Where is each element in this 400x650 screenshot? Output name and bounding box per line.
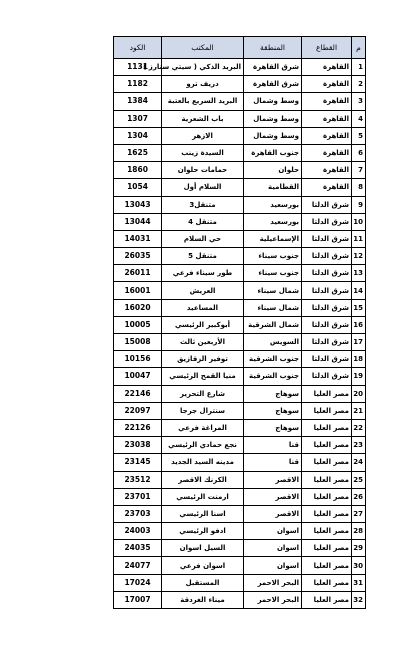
office-cell: اسنا الرئيسي bbox=[162, 505, 244, 522]
sector-cell: مصر العليا bbox=[302, 523, 352, 540]
sector-cell: مصر العليا bbox=[302, 385, 352, 402]
code-cell: 16001 bbox=[114, 282, 162, 299]
table-row bbox=[114, 488, 366, 505]
row-number: 30 bbox=[352, 557, 366, 574]
region-cell: اسوان bbox=[244, 540, 302, 557]
table-row bbox=[114, 59, 366, 76]
region-cell: بورسعيد bbox=[244, 213, 302, 230]
office-cell: مدينه السيد الجديد bbox=[162, 454, 244, 471]
code-cell: 14031 bbox=[114, 230, 162, 247]
table-row bbox=[114, 316, 366, 333]
office-cell: حمامات حلوان bbox=[162, 162, 244, 179]
row-number: 13 bbox=[352, 265, 366, 282]
table-row bbox=[114, 230, 366, 247]
table-row bbox=[114, 334, 366, 351]
office-cell: دريف ترو bbox=[162, 76, 244, 93]
region-cell: سوهاج bbox=[244, 402, 302, 419]
row-number: 22 bbox=[352, 419, 366, 436]
table-row bbox=[114, 179, 366, 196]
sector-cell: شرق الدلتا bbox=[302, 265, 352, 282]
code-cell: 26035 bbox=[114, 248, 162, 265]
code-cell: 17007 bbox=[114, 591, 162, 608]
row-number: 26 bbox=[352, 488, 366, 505]
region-cell: شمال سيناء bbox=[244, 282, 302, 299]
region-cell: بورسعيد bbox=[244, 196, 302, 213]
code-cell: 24077 bbox=[114, 557, 162, 574]
table-row bbox=[114, 454, 366, 471]
code-cell: 13043 bbox=[114, 196, 162, 213]
row-number: 31 bbox=[352, 574, 366, 591]
region-cell: شرق القاهرة bbox=[244, 76, 302, 93]
table-header-row bbox=[114, 37, 366, 59]
code-cell: 15008 bbox=[114, 334, 162, 351]
region-cell: البحر الاحمر bbox=[244, 574, 302, 591]
header-code: الكود bbox=[114, 37, 162, 59]
row-number: 1 bbox=[352, 59, 366, 76]
office-cell: العريش bbox=[162, 282, 244, 299]
region-cell: شرق القاهرة bbox=[244, 59, 302, 76]
office-cell: الازهر bbox=[162, 127, 244, 144]
office-cell: البريد السريع بالعتبة bbox=[162, 93, 244, 110]
table-row bbox=[114, 437, 366, 454]
header-region: المنطقة bbox=[244, 37, 302, 59]
table-row bbox=[114, 299, 366, 316]
table-row bbox=[114, 213, 366, 230]
sector-cell: مصر العليا bbox=[302, 591, 352, 608]
sector-cell: القاهرة bbox=[302, 76, 352, 93]
region-cell: الاقصر bbox=[244, 471, 302, 488]
region-cell: قنا bbox=[244, 437, 302, 454]
code-cell: 16020 bbox=[114, 299, 162, 316]
row-number: 8 bbox=[352, 179, 366, 196]
row-number: 11 bbox=[352, 230, 366, 247]
sector-cell: مصر العليا bbox=[302, 471, 352, 488]
table-row bbox=[114, 471, 366, 488]
header-office: المكتب bbox=[162, 37, 244, 59]
sector-cell: شرق الدلتا bbox=[302, 230, 352, 247]
region-cell: شمال سيناء bbox=[244, 299, 302, 316]
table-row bbox=[114, 110, 366, 127]
office-cell: سنترال جرجا bbox=[162, 402, 244, 419]
code-cell: 23512 bbox=[114, 471, 162, 488]
row-number: 3 bbox=[352, 93, 366, 110]
sector-cell: القاهرة bbox=[302, 59, 352, 76]
region-cell: سوهاج bbox=[244, 419, 302, 436]
office-cell: منيا القمح الرئيسي bbox=[162, 368, 244, 385]
code-cell: 17024 bbox=[114, 574, 162, 591]
sector-cell: مصر العليا bbox=[302, 505, 352, 522]
office-cell: البريد الذكي ( سيتي ستارز ) bbox=[162, 59, 244, 76]
table-row bbox=[114, 76, 366, 93]
row-number: 29 bbox=[352, 540, 366, 557]
table-row bbox=[114, 265, 366, 282]
sector-cell: شرق الدلتا bbox=[302, 248, 352, 265]
sector-cell: شرق الدلتا bbox=[302, 334, 352, 351]
sector-cell: القاهرة bbox=[302, 93, 352, 110]
region-cell: جنوب سيناء bbox=[244, 265, 302, 282]
region-cell: وسط وشمال bbox=[244, 93, 302, 110]
office-cell: السلام أول bbox=[162, 179, 244, 196]
region-cell: الاقصر bbox=[244, 488, 302, 505]
code-cell: 1054 bbox=[114, 179, 162, 196]
code-cell: 24035 bbox=[114, 540, 162, 557]
sector-cell: مصر العليا bbox=[302, 488, 352, 505]
office-cell: حي السلام bbox=[162, 230, 244, 247]
sector-cell: القاهرة bbox=[302, 110, 352, 127]
row-number: 16 bbox=[352, 316, 366, 333]
code-cell: 10156 bbox=[114, 351, 162, 368]
region-cell: جنوب الشرقية bbox=[244, 351, 302, 368]
office-cell: السيل اسوان bbox=[162, 540, 244, 557]
office-cell: متنقل3 bbox=[162, 196, 244, 213]
row-number: 28 bbox=[352, 523, 366, 540]
office-cell: الأربعين ثالث bbox=[162, 334, 244, 351]
sector-cell: شرق الدلتا bbox=[302, 196, 352, 213]
region-cell: وسط وشمال bbox=[244, 110, 302, 127]
sector-cell: القاهرة bbox=[302, 179, 352, 196]
office-cell: ادفو الرئيسي bbox=[162, 523, 244, 540]
sector-cell: شرق الدلتا bbox=[302, 368, 352, 385]
row-number: 32 bbox=[352, 591, 366, 608]
table-row bbox=[114, 557, 366, 574]
table-row bbox=[114, 127, 366, 144]
row-number: 2 bbox=[352, 76, 366, 93]
row-number: 19 bbox=[352, 368, 366, 385]
sector-cell: مصر العليا bbox=[302, 574, 352, 591]
table-row bbox=[114, 196, 366, 213]
row-number: 12 bbox=[352, 248, 366, 265]
code-cell: 10047 bbox=[114, 368, 162, 385]
region-cell: الاقصر bbox=[244, 505, 302, 522]
office-cell: أبوكبير الرئيسي bbox=[162, 316, 244, 333]
table-row bbox=[114, 144, 366, 161]
region-cell: اسوان bbox=[244, 523, 302, 540]
region-cell: السويس bbox=[244, 334, 302, 351]
office-cell: متنقل 4 bbox=[162, 213, 244, 230]
row-number: 15 bbox=[352, 299, 366, 316]
code-cell: 22097 bbox=[114, 402, 162, 419]
row-number: 25 bbox=[352, 471, 366, 488]
row-number: 5 bbox=[352, 127, 366, 144]
sector-cell: شرق الدلتا bbox=[302, 282, 352, 299]
table-row bbox=[114, 523, 366, 540]
region-cell: شمال الشرقية bbox=[244, 316, 302, 333]
code-cell: 1860 bbox=[114, 162, 162, 179]
row-number: 18 bbox=[352, 351, 366, 368]
region-cell: حلوان bbox=[244, 162, 302, 179]
row-number: 14 bbox=[352, 282, 366, 299]
code-cell: 22146 bbox=[114, 385, 162, 402]
sector-cell: شرق الدلتا bbox=[302, 213, 352, 230]
code-cell: 24003 bbox=[114, 523, 162, 540]
sector-cell: شرق الدلتا bbox=[302, 351, 352, 368]
sector-cell: القاهرة bbox=[302, 162, 352, 179]
code-cell: 1131 bbox=[114, 59, 162, 76]
table-row bbox=[114, 248, 366, 265]
offices-table-container bbox=[113, 36, 365, 609]
table-row bbox=[114, 93, 366, 110]
table-body bbox=[114, 59, 366, 609]
code-cell: 23145 bbox=[114, 454, 162, 471]
table-row bbox=[114, 162, 366, 179]
office-cell: متنقل 5 bbox=[162, 248, 244, 265]
table-row bbox=[114, 574, 366, 591]
row-number: 20 bbox=[352, 385, 366, 402]
region-cell: اسوان bbox=[244, 557, 302, 574]
table-row bbox=[114, 419, 366, 436]
region-cell: قنا bbox=[244, 454, 302, 471]
office-cell: السيدة زينب bbox=[162, 144, 244, 161]
sector-cell: مصر العليا bbox=[302, 454, 352, 471]
office-cell: ميناء الغردقة bbox=[162, 591, 244, 608]
region-cell: وسط وشمال bbox=[244, 127, 302, 144]
code-cell: 23038 bbox=[114, 437, 162, 454]
sector-cell: مصر العليا bbox=[302, 557, 352, 574]
office-cell: المستقبل bbox=[162, 574, 244, 591]
code-cell: 1304 bbox=[114, 127, 162, 144]
region-cell: جنوب سيناء bbox=[244, 248, 302, 265]
office-cell: المساعيد bbox=[162, 299, 244, 316]
office-cell: الكرنك الاقصر bbox=[162, 471, 244, 488]
table-row bbox=[114, 282, 366, 299]
office-cell: باب الشعرية bbox=[162, 110, 244, 127]
code-cell: 26011 bbox=[114, 265, 162, 282]
row-number: 4 bbox=[352, 110, 366, 127]
table-row bbox=[114, 368, 366, 385]
row-number: 24 bbox=[352, 454, 366, 471]
header-num: م bbox=[352, 37, 366, 59]
region-cell: سوهاج bbox=[244, 385, 302, 402]
header-sector: القطاع bbox=[302, 37, 352, 59]
table-row bbox=[114, 385, 366, 402]
region-cell: جنوب الشرقية bbox=[244, 368, 302, 385]
code-cell: 1625 bbox=[114, 144, 162, 161]
region-cell: القطامية bbox=[244, 179, 302, 196]
office-cell: اسوان فرعي bbox=[162, 557, 244, 574]
code-cell: 22126 bbox=[114, 419, 162, 436]
code-cell: 13044 bbox=[114, 213, 162, 230]
row-number: 7 bbox=[352, 162, 366, 179]
code-cell: 23701 bbox=[114, 488, 162, 505]
code-cell: 1384 bbox=[114, 93, 162, 110]
sector-cell: شرق الدلتا bbox=[302, 299, 352, 316]
office-cell: نجع حمادي الرئيسي bbox=[162, 437, 244, 454]
row-number: 9 bbox=[352, 196, 366, 213]
offices-table bbox=[113, 36, 366, 609]
office-cell: ارمنت الرئيسي bbox=[162, 488, 244, 505]
region-cell: جنوب القاهرة bbox=[244, 144, 302, 161]
table-row bbox=[114, 591, 366, 608]
row-number: 27 bbox=[352, 505, 366, 522]
region-cell: البحر الاحمر bbox=[244, 591, 302, 608]
office-cell: شارع التحرير bbox=[162, 385, 244, 402]
code-cell: 1307 bbox=[114, 110, 162, 127]
code-cell: 1182 bbox=[114, 76, 162, 93]
office-cell: طور سيناء فرعي bbox=[162, 265, 244, 282]
row-number: 23 bbox=[352, 437, 366, 454]
office-cell: المراغة فرعي bbox=[162, 419, 244, 436]
table-row bbox=[114, 505, 366, 522]
row-number: 6 bbox=[352, 144, 366, 161]
code-cell: 23703 bbox=[114, 505, 162, 522]
office-cell: توفير الزقازيق bbox=[162, 351, 244, 368]
sector-cell: مصر العليا bbox=[302, 540, 352, 557]
sector-cell: مصر العليا bbox=[302, 437, 352, 454]
table-row bbox=[114, 540, 366, 557]
row-number: 10 bbox=[352, 213, 366, 230]
sector-cell: القاهرة bbox=[302, 127, 352, 144]
sector-cell: شرق الدلتا bbox=[302, 316, 352, 333]
sector-cell: مصر العليا bbox=[302, 402, 352, 419]
code-cell: 10005 bbox=[114, 316, 162, 333]
table-row bbox=[114, 351, 366, 368]
row-number: 17 bbox=[352, 334, 366, 351]
sector-cell: مصر العليا bbox=[302, 419, 352, 436]
region-cell: الإسماعيلية bbox=[244, 230, 302, 247]
row-number: 21 bbox=[352, 402, 366, 419]
sector-cell: القاهرة bbox=[302, 144, 352, 161]
table-row bbox=[114, 402, 366, 419]
